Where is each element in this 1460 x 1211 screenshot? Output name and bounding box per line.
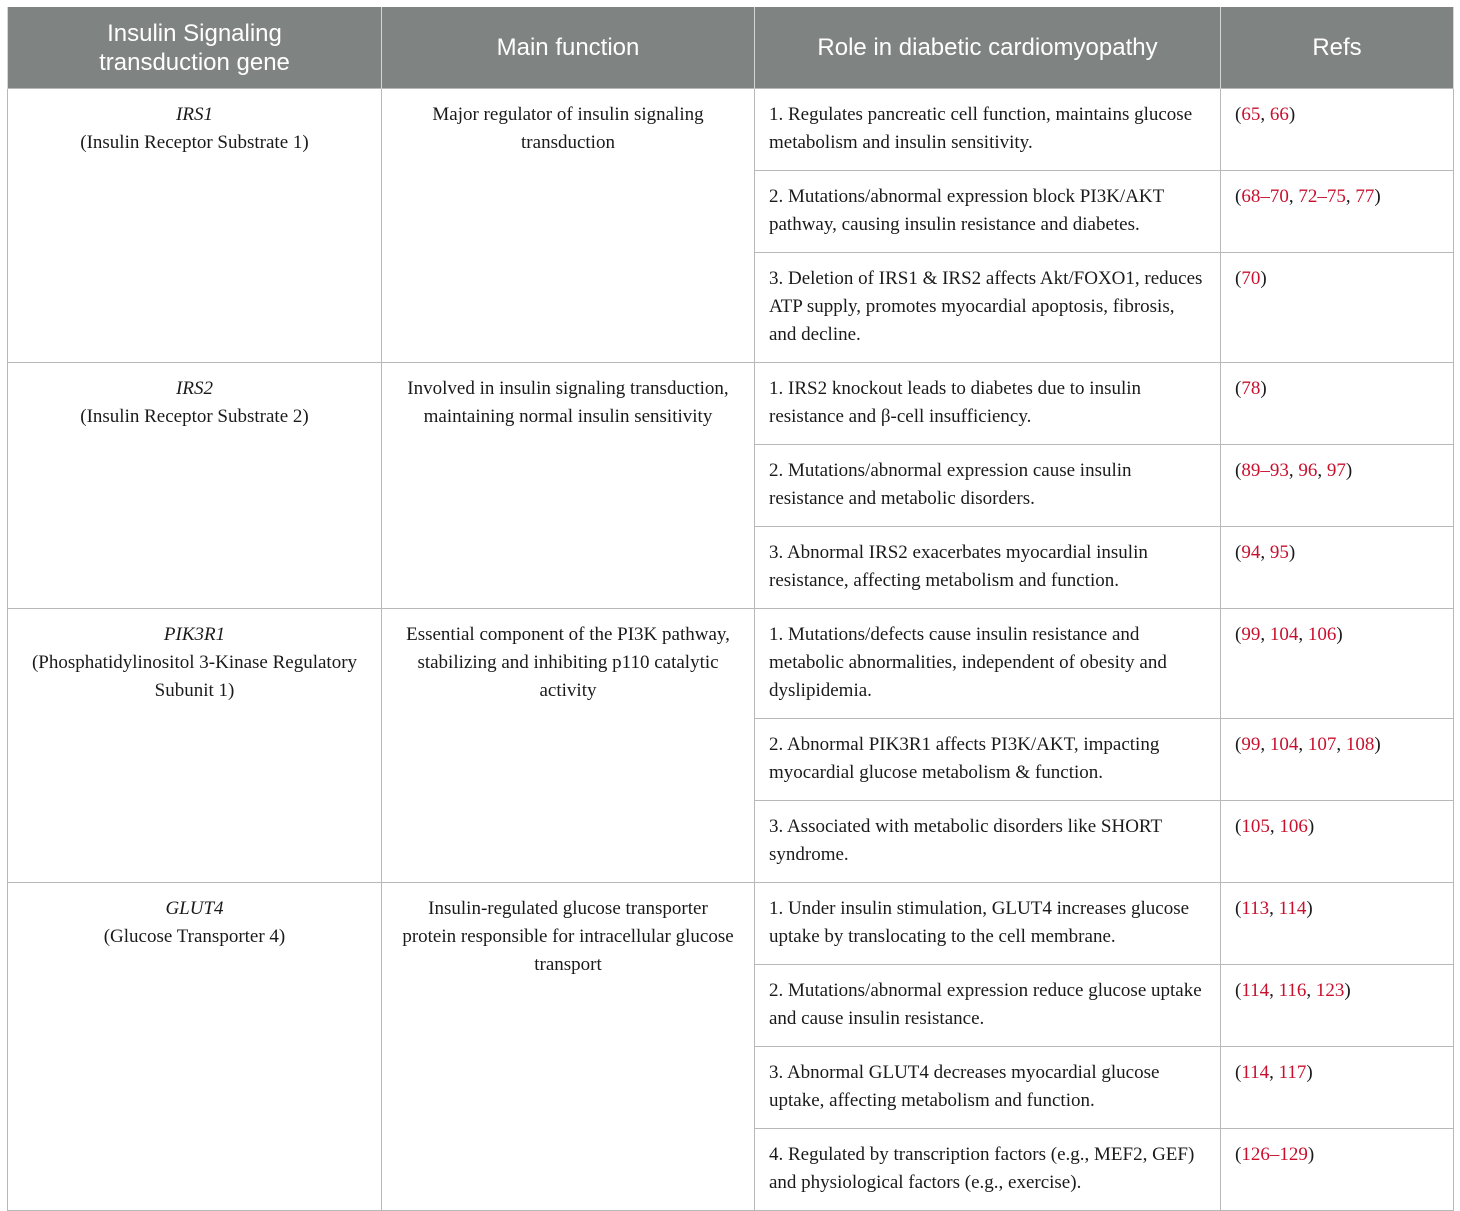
paren-close: ) [1344, 980, 1351, 1001]
ref-separator: , [1298, 734, 1308, 755]
paren-close: ) [1336, 624, 1343, 645]
paren-open: ( [1235, 980, 1242, 1001]
refs-cell [1221, 1047, 1454, 1129]
main-function-cell: Involved in insulin signaling transduction, maintaining normal insulin sensitivity [382, 363, 755, 609]
paren-open: ( [1235, 1062, 1242, 1083]
refs-cell [1221, 801, 1454, 883]
role-cell: 2. Mutations/abnormal expression cause insulin resistance and metabolic disorders. [755, 445, 1221, 527]
paren-open: ( [1235, 734, 1242, 755]
ref-link[interactable]: 68–70 [1241, 186, 1289, 207]
gene-symbol: IRS1 [176, 104, 213, 125]
ref-separator: , [1336, 734, 1346, 755]
refs-cell [1221, 883, 1454, 965]
refs-cell [1221, 527, 1454, 609]
ref-link[interactable]: 77 [1355, 186, 1375, 207]
ref-link[interactable]: 99 [1241, 734, 1261, 755]
gene-symbol: PIK3R1 [163, 624, 226, 645]
gene-full-name: (Insulin Receptor Substrate 1) [80, 132, 309, 153]
paren-close: ) [1374, 186, 1381, 207]
ref-link[interactable]: 65 [1241, 104, 1261, 125]
header-main-function: Main function [382, 7, 755, 89]
ref-separator: , [1317, 460, 1327, 481]
ref-link[interactable]: 94 [1241, 542, 1261, 563]
header-role: Role in diabetic cardiomyopathy [755, 7, 1221, 89]
table-row [8, 883, 1454, 965]
role-cell: 1. Mutations/defects cause insulin resistance and metabolic abnormalities, independent of obesity and dyslipidemia. [755, 609, 1221, 719]
ref-separator: , [1260, 624, 1270, 645]
ref-link[interactable]: 97 [1326, 460, 1346, 481]
ref-link[interactable]: 107 [1307, 734, 1337, 755]
refs-cell [1221, 171, 1454, 253]
ref-link[interactable]: 108 [1345, 734, 1375, 755]
ref-link[interactable]: 126–129 [1241, 1144, 1308, 1165]
refs-cell [1221, 253, 1454, 363]
ref-link[interactable]: 113 [1241, 898, 1270, 919]
ref-separator: , [1269, 980, 1279, 1001]
ref-link[interactable]: 106 [1279, 816, 1308, 837]
paren-close: ) [1307, 816, 1315, 837]
paren-close: ) [1306, 1062, 1313, 1083]
role-cell: 2. Abnormal PIK3R1 affects PI3K/AKT, impacting myocardial glucose metabolism & function. [755, 719, 1221, 801]
table-row [8, 363, 1454, 445]
paren-open: ( [1235, 816, 1242, 837]
ref-separator: , [1260, 734, 1270, 755]
ref-link[interactable]: 104 [1269, 734, 1299, 755]
ref-separator: , [1298, 624, 1308, 645]
ref-link[interactable]: 78 [1241, 378, 1261, 399]
ref-separator: , [1269, 816, 1280, 837]
refs-cell [1221, 363, 1454, 445]
ref-link[interactable]: 105 [1241, 816, 1270, 837]
role-cell: 3. Associated with metabolic disorders like SHORT syndrome. [755, 801, 1221, 883]
refs-cell [1221, 1129, 1454, 1211]
role-cell: 3. Abnormal GLUT4 decreases myocardial glucose uptake, affecting metabolism and function. [755, 1047, 1221, 1129]
role-cell: 2. Mutations/abnormal expression block PI3K/AKT pathway, causing insulin resistance and diabetes. [755, 171, 1221, 253]
gene-cell [8, 609, 382, 883]
ref-link[interactable]: 89–93 [1241, 460, 1289, 481]
main-function-cell: Essential component of the PI3K pathway, stabilizing and inhibiting p110 catalytic activity [382, 609, 755, 883]
paren-close: ) [1260, 268, 1267, 289]
role-cell: 4. Regulated by transcription factors (e.g., MEF2, GEF) and physiological factors (e.g., exercise). [755, 1129, 1221, 1211]
ref-link[interactable]: 123 [1315, 980, 1345, 1001]
header-refs: Refs [1221, 7, 1454, 89]
main-function-cell: Major regulator of insulin signaling transduction [382, 89, 755, 363]
gene-symbol: GLUT4 [165, 898, 224, 919]
refs-cell [1221, 445, 1454, 527]
ref-separator: , [1288, 460, 1299, 481]
paren-close: ) [1345, 460, 1353, 481]
gene-full-name: (Glucose Transporter 4) [103, 926, 286, 947]
ref-separator: , [1269, 1062, 1279, 1083]
ref-link[interactable]: 70 [1241, 268, 1261, 289]
gene-cell [8, 89, 382, 363]
refs-cell [1221, 719, 1454, 801]
ref-link[interactable]: 96 [1298, 460, 1318, 481]
paren-open: ( [1235, 104, 1242, 125]
role-cell: 3. Deletion of IRS1 & IRS2 affects Akt/FOXO1, reduces ATP supply, promotes myocardial apoptosis, fibrosis, and decline. [755, 253, 1221, 363]
ref-link[interactable]: 104 [1269, 624, 1299, 645]
ref-separator: , [1260, 104, 1270, 125]
paren-close: ) [1306, 898, 1313, 919]
ref-link[interactable]: 114 [1278, 898, 1307, 919]
refs-cell [1221, 609, 1454, 719]
table-row [8, 609, 1454, 719]
ref-separator: , [1345, 186, 1356, 207]
ref-link[interactable]: 72–75 [1298, 186, 1346, 207]
paren-close: ) [1307, 1144, 1315, 1165]
paren-close: ) [1288, 104, 1296, 125]
role-cell: 1. Regulates pancreatic cell function, maintains glucose metabolism and insulin sensitivity. [755, 89, 1221, 171]
paren-close: ) [1374, 734, 1381, 755]
ref-link[interactable]: 99 [1241, 624, 1261, 645]
table-body [8, 89, 1454, 1211]
ref-separator: , [1260, 542, 1270, 563]
paren-open: ( [1235, 898, 1242, 919]
ref-link[interactable]: 66 [1269, 104, 1289, 125]
ref-link[interactable]: 117 [1278, 1062, 1307, 1083]
gene-full-name: (Phosphatidylinositol 3-Kinase Regulatory Subunit 1) [31, 652, 358, 701]
paren-open: ( [1235, 624, 1242, 645]
paren-open: ( [1235, 460, 1242, 481]
refs-cell [1221, 89, 1454, 171]
ref-link[interactable]: 114 [1241, 1062, 1270, 1083]
table-header [8, 7, 1454, 89]
ref-link[interactable]: 116 [1278, 980, 1307, 1001]
role-cell: 1. IRS2 knockout leads to diabetes due to insulin resistance and β-cell insufficiency. [755, 363, 1221, 445]
paren-close: ) [1288, 542, 1296, 563]
ref-link[interactable]: 114 [1241, 980, 1270, 1001]
header-gene: Insulin Signaling transduction gene [8, 7, 382, 89]
ref-separator: , [1306, 980, 1316, 1001]
gene-cell [8, 363, 382, 609]
paren-open: ( [1235, 1144, 1242, 1165]
table-container [7, 7, 1453, 1211]
insulin-signaling-table [7, 7, 1454, 1211]
refs-cell [1221, 965, 1454, 1047]
role-cell: 2. Mutations/abnormal expression reduce glucose uptake and cause insulin resistance. [755, 965, 1221, 1047]
paren-open: ( [1235, 268, 1242, 289]
gene-cell [8, 883, 382, 1211]
ref-link[interactable]: 95 [1269, 542, 1289, 563]
paren-close: ) [1260, 378, 1267, 399]
ref-link[interactable]: 106 [1307, 624, 1337, 645]
ref-separator: , [1288, 186, 1299, 207]
gene-full-name: (Insulin Receptor Substrate 2) [80, 406, 309, 427]
paren-open: ( [1235, 186, 1242, 207]
ref-separator: , [1269, 898, 1279, 919]
paren-open: ( [1235, 542, 1242, 563]
role-cell: 3. Abnormal IRS2 exacerbates myocardial insulin resistance, affecting metabolism and function. [755, 527, 1221, 609]
main-function-cell: Insulin-regulated glucose transporter protein responsible for intracellular glucose transport [382, 883, 755, 1211]
gene-symbol: IRS2 [176, 378, 213, 399]
role-cell: 1. Under insulin stimulation, GLUT4 increases glucose uptake by translocating to the cell membrane. [755, 883, 1221, 965]
paren-open: ( [1235, 378, 1242, 399]
table-row [8, 89, 1454, 171]
